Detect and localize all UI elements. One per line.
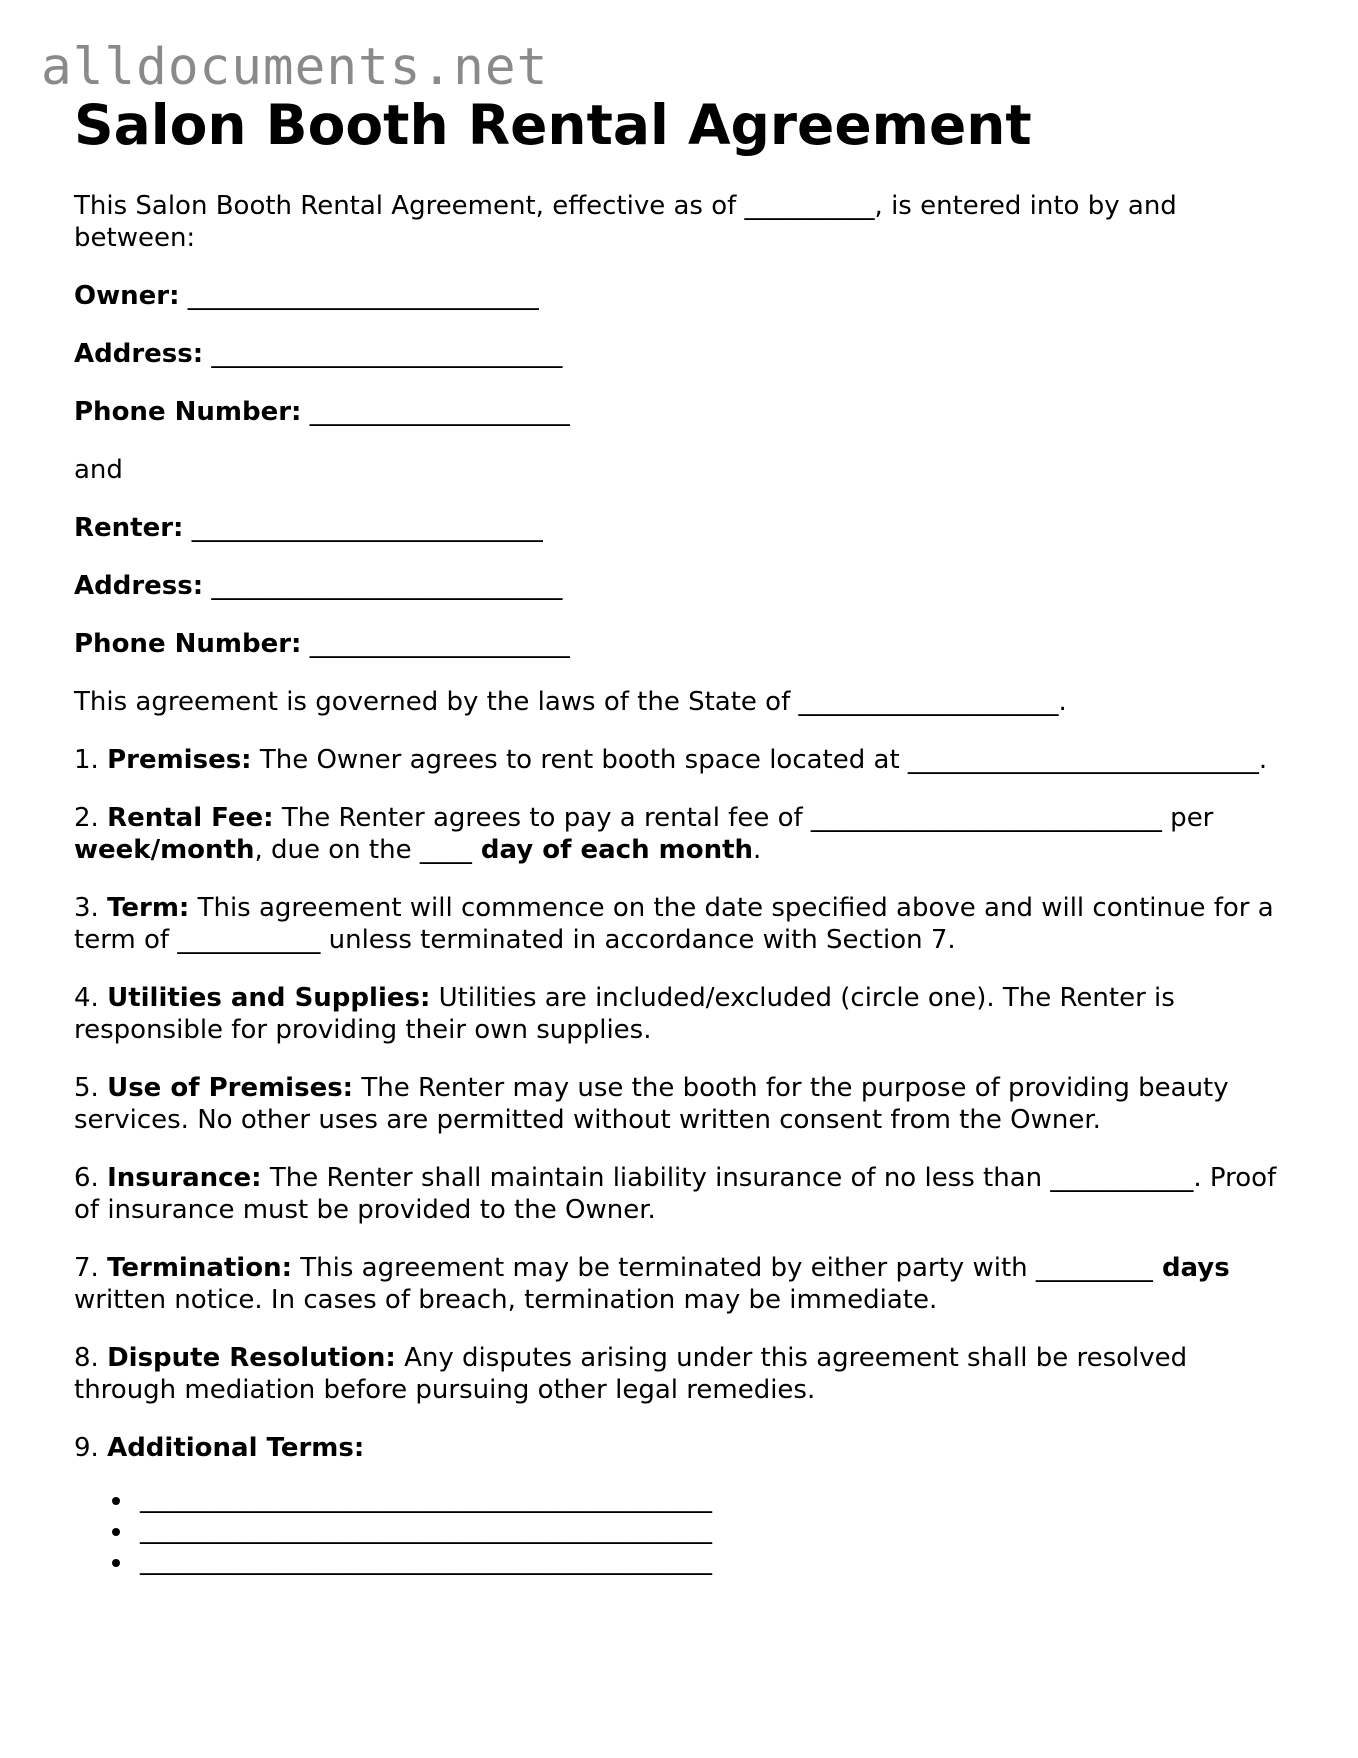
section-text: The Renter agrees to pay a rental fee of (273, 803, 811, 833)
state-field[interactable]: ____________________ (798, 687, 1059, 717)
days-text: days (1152, 1253, 1230, 1283)
document (74, 92, 1294, 1577)
section-number: 1. (74, 745, 108, 775)
owner-name-field[interactable]: ___________________________ (187, 281, 539, 311)
section-number: 3. (74, 893, 108, 923)
insurance-amount-field[interactable]: ___________ (1050, 1163, 1194, 1193)
section-dispute-resolution (74, 1342, 1294, 1406)
renter-phone-label: Phone Number: (74, 629, 302, 659)
owner-phone-field[interactable]: ____________________ (309, 397, 570, 427)
section-number: 9. (74, 1433, 108, 1463)
section-heading: Rental Fee: (107, 803, 274, 833)
section-text: Utilities are included/excluded (circle one). The Renter is responsible for providing their own supplies. (74, 983, 1175, 1045)
day-of-month-text: day of each month (471, 835, 754, 865)
watermark: alldocuments.net (41, 38, 549, 97)
section-number: 2. (74, 803, 108, 833)
premises-location-field[interactable]: ___________________________ (907, 745, 1259, 775)
owner-address-row (74, 338, 1294, 370)
intro-text-end: , is entered into by and between: (74, 191, 1177, 253)
renter-phone-field[interactable]: ____________________ (309, 629, 570, 659)
section-text-end: unless terminated in accordance with Section 7. (320, 925, 956, 955)
section-heading: Utilities and Supplies: (107, 983, 431, 1013)
section-text-end: . (753, 835, 762, 865)
section-term (74, 892, 1294, 956)
owner-label: Owner: (74, 281, 180, 311)
section-text: The Renter shall maintain liability insurance of no less than (261, 1163, 1051, 1193)
owner-name-row (74, 280, 1294, 312)
section-insurance (74, 1162, 1294, 1226)
section-termination (74, 1252, 1294, 1316)
period-text: week/month (74, 835, 255, 865)
term-length-field[interactable]: ___________ (177, 925, 321, 955)
section-heading: Insurance: (107, 1163, 262, 1193)
owner-phone-label: Phone Number: (74, 397, 302, 427)
renter-name-row (74, 512, 1294, 544)
section-number: 5. (74, 1073, 108, 1103)
effective-date-field[interactable]: __________ (744, 191, 875, 221)
section-heading: Use of Premises: (107, 1073, 354, 1103)
section-heading: Term: (107, 893, 190, 923)
rental-fee-field[interactable]: ___________________________ (810, 803, 1162, 833)
section-text-end: . (1258, 745, 1268, 775)
owner-phone-row (74, 396, 1294, 428)
governing-law-paragraph (74, 686, 1294, 718)
intro-text: This Salon Booth Rental Agreement, effective as of (74, 191, 745, 221)
section-text: This agreement may be terminated by either party with (292, 1253, 1036, 1283)
notice-days-field[interactable]: _________ (1035, 1253, 1153, 1283)
section-heading: Additional Terms: (107, 1433, 365, 1463)
section-text: Any disputes arising under this agreement shall be resolved through mediation before pursuing other legal remedies. (74, 1343, 1188, 1405)
intro-paragraph (74, 190, 1294, 254)
additional-term-line[interactable]: ____________________________________________ (140, 1515, 1294, 1546)
section-utilities (74, 982, 1294, 1046)
and-text: and (74, 455, 123, 485)
section-additional-terms (74, 1432, 1294, 1464)
governing-law-end: . (1058, 687, 1067, 717)
section-number: 4. (74, 983, 108, 1013)
renter-label: Renter: (74, 513, 184, 543)
section-text: The Renter may use the booth for the purpose of providing beauty services. No other uses are permitted without written consent from the Owner. (74, 1073, 1229, 1135)
renter-phone-row (74, 628, 1294, 660)
section-text-end: written notice. In cases of breach, termination may be immediate. (74, 1285, 938, 1315)
section-heading: Premises: (107, 745, 252, 775)
additional-term-line[interactable]: ____________________________________________ (140, 1546, 1294, 1577)
additional-term-line[interactable]: ____________________________________________ (140, 1484, 1294, 1515)
additional-terms-list (74, 1484, 1294, 1577)
per-text: per (1161, 803, 1214, 833)
renter-address-row (74, 570, 1294, 602)
section-rental-fee (74, 802, 1294, 866)
due-day-field[interactable]: ____ (419, 835, 472, 865)
owner-address-label: Address: (74, 339, 204, 369)
renter-name-field[interactable]: ___________________________ (191, 513, 543, 543)
section-number: 6. (74, 1163, 108, 1193)
section-text: The Owner agrees to rent booth space located at (251, 745, 908, 775)
section-number: 8. (74, 1343, 108, 1373)
section-heading: Dispute Resolution: (107, 1343, 396, 1373)
due-text: , due on the (254, 835, 420, 865)
document-title: Salon Booth Rental Agreement (74, 93, 1032, 157)
section-use-of-premises (74, 1072, 1294, 1136)
renter-address-label: Address: (74, 571, 204, 601)
section-premises (74, 744, 1294, 776)
section-text-end: . Proof of insurance must be provided to the Owner. (74, 1163, 1277, 1225)
owner-address-field[interactable]: ___________________________ (211, 339, 563, 369)
renter-address-field[interactable]: ___________________________ (211, 571, 563, 601)
section-number: 7. (74, 1253, 108, 1283)
governing-law-text: This agreement is governed by the laws of the State of (74, 687, 799, 717)
section-text: This agreement will commence on the date specified above and will continue for a term of (74, 893, 1274, 955)
section-heading: Termination: (107, 1253, 292, 1283)
